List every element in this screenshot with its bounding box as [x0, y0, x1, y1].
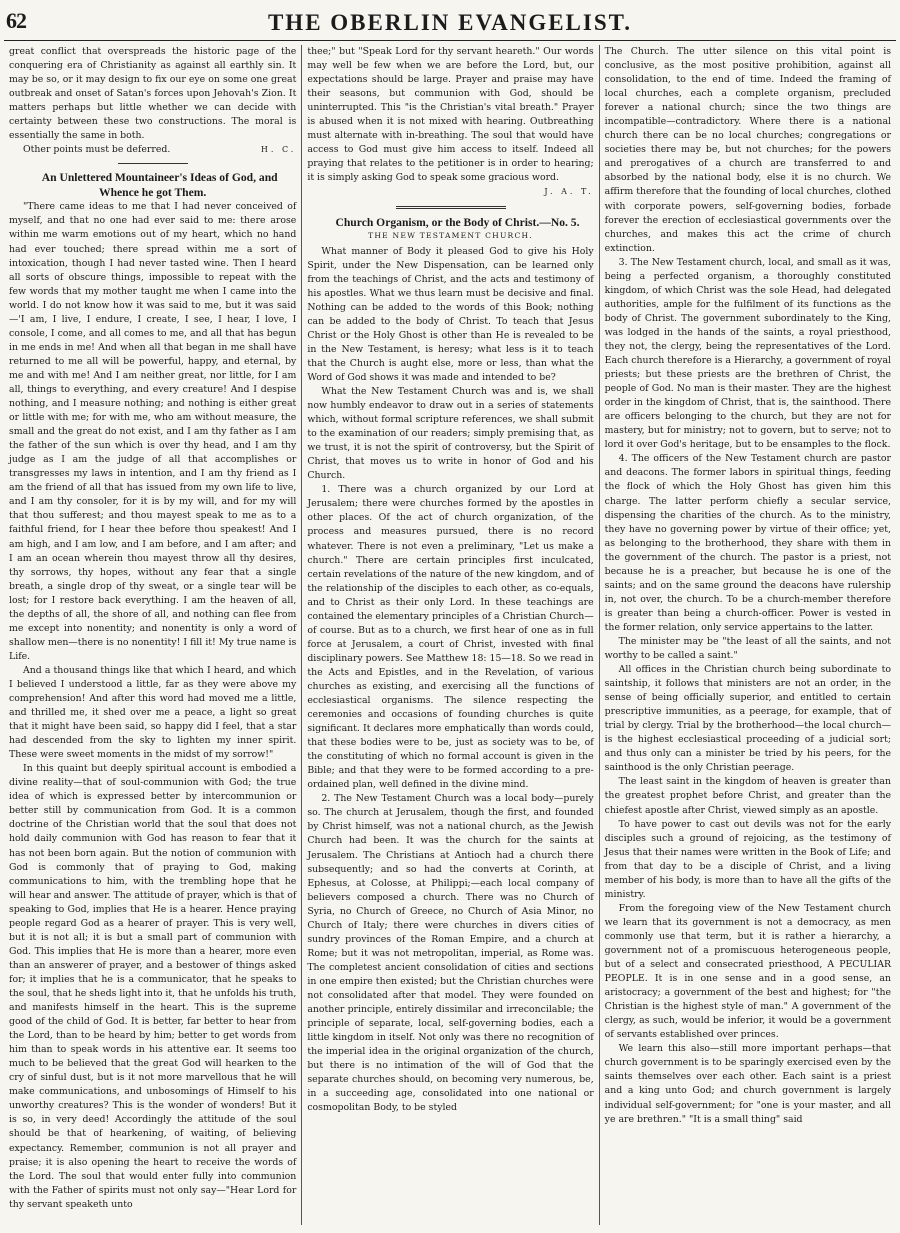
column-3: [599, 45, 896, 1225]
paragraph: What the New Testament Church was and is, we shall now humbly endeavor to draw out in a series of statements which, without formal scripture references, we shall submit to the examination of our readers; simply premising that, as we trust, it is not the spirit of controversy, but the Spirit of Christ, that moves us to write in honor of God and his Church.: [307, 385, 594, 482]
paragraph: We learn this also—still more important perhaps—that church government is to be sparingly exercised even by the saints themselves over each other. Each saint is a priest and a king unto God; and church government is largely individual self-government; for "one is your master, and all ye are brethren." "It is a small thing" said: [604, 1043, 892, 1125]
divider: [118, 163, 188, 164]
paragraph: To have power to cast out devils was not for the early disciples such a ground of rejoicing, as the testimony of Jesus that their names were written in the Book of Life; and from that day to be a disciple of Christ, and a living member of his body, is more than to have all the gifts of the ministry.: [604, 818, 892, 900]
page-number: 62: [6, 8, 26, 33]
paragraph: The Church. The utter silence on this vital point is conclusive, as the most positive prohibition, against all consolidation, to the end of time. Indeed the framing of local churches, each a complete organism, precluded forever a national church; since the two things are incompatible—contradictory. Where there is a national church there can be no local churches; congregations or societies there may be, but not churches; for the powers and prerogatives of a church are transferred to and absorbed by the national body, else it is no church. We affirm therefore that the founding of local churches, clothed with corporate powers, self-governing bodies, forbade forever the erection of ecclesiastical governments over the churches, and makes this act the crime of church extinction.: [604, 46, 892, 254]
paragraph: From the foregoing view of the New Testament church we learn that its government is not a democracy, as men commonly use that term, but it is rather a hierarchy, a government not of a promiscuous heterogeneous people, but of a select and consecrated priesthood, A PECULIAR PEOPLE. It is in one sense and in a good sense, an aristocracy; a government of the best and highest; for "the Christian is the highest style of man." A government of the clergy, as such, would be inferior, it would be a government of servants established over princes.: [604, 902, 892, 1041]
divider: [396, 206, 506, 209]
text-columns: [4, 45, 896, 1225]
paragraph-text: Other points must be deferred.: [23, 144, 171, 156]
author-signature: H. C.: [260, 145, 297, 155]
paragraph: "There came ideas to me that I had never conceived of myself, and that no one had ever said to me: there arose within me warm emotions out of my heart, which no hand had ever touched; there spread within me a sort of intoxication, though I had never tasted wine. Then I heard all sorts of obscure things, impossible to repeat with the few words that my mother taught me when I came into the world. I do not know how it was said to me, but it was said—'I am, I live, I endure, I create, I see, I hear, I love, I console, I come, and all comes to me, and all that has begun in me ends in me! And when all that began in me shall have returned to me all will be powerful, happy, and eternal, by me and with me! And I am neither great, nor little, for I am all, things to everything, and every creature! And I despise nothing, and I measure nothing; and nothing is either great or little with me; for with me, who am without measure, the small and the great do not exist, and I am thy father as I am the father of the sun which is over thy head, and I am thy judge as I am the judge of all that accomplishes or transgresses my laws in intention, and I am thy friend as I am the friend of all that has issued from my own life to live, and I am thy consoler, for it is by my will, and for my will that thou sufferest; and thou mayest speak to me as to a faithful friend, for I hear thee before thou speakest! And I am high, and I am low, and I am before, and I am after; and I am an ocean wherein thou mayest throw all thy desires, thy sorrows, thy hopes, without any fear that a single breath, a single drop of thy sweat, or a single tear will be lost; for I restore back everything. I am the heaven of all, the depths of all, the shore of all, and nothing can flee from me except into nonentity; and nonentity is only a word of shallow men—there is no nonentity! I fill it! My true name is Life.: [9, 201, 297, 662]
paragraph: [9, 143, 296, 157]
paragraph: The minister may be "the least of all the saints, and not worthy to be called a saint.": [604, 635, 892, 662]
column-1: [4, 45, 301, 1225]
paragraph: thee;" but "Speak Lord for thy servant heareth." Our words may well be few when we are before the Lord, but, our expectations should be large. Prayer and praise may have their seasons, but communion with God, should be uninterrupted. This "is the Christian's vital breath." Prayer is abused when it is not mixed with hearing. Outbreathing must alternate with in-breathing. The soul that would have access to God must give him access to itself. Indeed all praying that relates to the petitioner is in order to hearing; it is simply asking God to speak some gracious word.: [307, 46, 594, 184]
masthead-title: THE OBERLIN EVANGELIST.: [267, 10, 633, 35]
page-header: [4, 6, 896, 41]
paragraph: In this quaint but deeply spiritual account is embodied a divine reality—that of soul-communion with God; the true idea of which is expressed better by intercommunion or better still by communication from God. It is a common doctrine of the Christian world that the soul that does not hold daily communion with God has reason to fear that it has not been born again. But the notion of communion with God is commonly that of praying to God, making communications to him, with the trembling hope that he will hear and answer. The attitude of prayer, which is that of speaking to God, implies that He is a hearer. Hence praying people regard God as a hearer of prayer. This is very well, but it is not all; it is but a small part of communion with God. This implies that He is more than a hearer, more even than an answerer of prayer, and a bestower of things asked for; it implies that he is a communicator, that he speaks to the soul, that he sheds light into it, that he unfolds his truth, and manifests himself in the heart. This is the supreme good of the child of God. It is better, far better to hear from the Lord, than to be heard by him; better to get words from him than to speak words in his attentive ear. It seems too much to be believed that the great God will hearken to the cry of sinful dust, but is it not more marvellous that he will make communications, and unbosomings of Himself to his unworthy creatures? This is the wonder of wonders! But it is so, in very deed! Accordingly the attitude of the soul should be that of hearkening, of waiting, of believing expectancy. Remember, communion is not all prayer and praise; it is also opening the heart to receive the words of the Lord. The soul that would enter fully into communion with the Father of spirits must not only say—"Hear Lord for thy servant speaketh unto: [9, 763, 297, 1210]
paragraph: All offices in the Christian church being subordinate to saintship, it follows that ministers are not an order, in the sense of being officially superior, and entitled to certain prescriptive immunities, as a peerage, for example, that of trial by clergy. Trial by the brotherhood—the local church—is the highest ecclesiastical proceeding of a judicial sort; and thus only can a minister be tried by his peers, for the sainthood is the only Christian peerage.: [604, 664, 892, 774]
author-signature: J. A. T.: [544, 187, 594, 197]
paragraph: 1. There was a church organized by our Lord at Jerusalem; there were churches formed by the apostles in other places. Of the act of church organization, of the process and measures pursued, there is no record whatever. There is not even a preliminary, "Let us make a church." There are certain principles first inculcated, certain revelations of the nature of the new kingdom, and of the relationship of the disciples to each other, as co-equals, and to Christ as their only Lord. In these teachings are contained the elementary principles of a Christian Church—of course. But as to a church, we first hear of one as in full force at Jerusalem, a court of Christ, invested with final disciplinary powers. See Matthew 18: 15—18. So we read in the Acts and Epistles, and in the Revelation, of various churches as existing, and exercising all the functions of ecclesiastical organisms. The silence respecting the ceremonies and occasions of founding churches is quite significant. It declares more emphatically than words could, that these bodies were to be, just as society was to be, of the constituting of which no formal account is given in the Bible; and that they were to be formed according to a pre-ordained plan, well defined in the divine mind.: [307, 484, 594, 791]
article-subtitle: THE NEW TESTAMENT CHURCH.: [368, 230, 533, 240]
paragraph: 3. The New Testament church, local, and small as it was, being a perfected organism, a thoroughly constituted kingdom, of which Christ was the sole Head, had delegated authorities, ample for the fulfilment of its functions as the body of Christ. The government subordinately to the King, was lodged in the hands of the saints, a royal priesthood, they not, the clergy, being the representatives of the Lord. Each church therefore is a Hierarchy, a government of royal priests; but these priests are the brethren of Christ, the people of God. No man is their master. They are the highest order in the kingdom of Christ, that is, the sainthood. There are officers belonging to the church, but they are not for mastery, but for ministry; not to govern, but to serve; not to lord it over God's heritage, but to be ensamples to the flock.: [604, 256, 892, 451]
paragraph: great conflict that overspreads the historic page of the conquering era of Christianity as against all earthly sin. It may be so, or it may design to fix our eye on some one great outbreak and onset of Satan's forces upon Jehovah's Zion. It matters perhaps but little whether we can decide with certainty between these two constructions. The moral is essentially the same in both.: [9, 46, 297, 142]
article-title: Church Organism, or the Body of Christ.—No. 5.: [335, 215, 580, 229]
paragraph: And a thousand things like that which I heard, and which I believed I understood a little, far as they were above my comprehension! And after this word had moved me a little, and thrilled me, it shed over me a peace, a light so great that it might have been said, so happy did I feel, that a star had descended from the sky to lighten my inner spirit. These were sweet moments in the midst of my sorrow!": [9, 664, 297, 761]
paragraph: What manner of Body it pleased God to give his Holy Spirit, under the New Dispensation, can be learned only from the teachings of Christ, and the acts and testimony of his apostles. What we thus learn must be decisive and final. Nothing can be added to the words of this Book; nothing can be added to the body of Christ. To teach that Jesus Christ or the Holy Ghost is other than He is revealed to be in the New Testament, is heresy; what less is it to teach that the Church is aught else, more or less, than what the Word of God shows it was made and intended to be?: [307, 245, 594, 383]
paragraph: 4. The officers of the New Testament church are pastor and deacons. The former labors in spiritual things, feeding the flock of which the Holy Ghost has given him this charge. The latter perform chiefly a secular service, dispensing the charities of the church. As to the ministry, they have no governing power by virtue of their office; yet, as belonging to the brotherhood, they share with them in the government of the church. The pastor is a priest, not because he is a preacher, but because he is one of the saints; and on the same ground the deacons have rulership in, not over, the church. To be a church-member therefore is greater than being a church-officer. Power is vested in the former relation, only service appertains to the latter.: [604, 453, 892, 633]
paragraph: The least saint in the kingdom of heaven is greater than the greatest prophet before Christ, and greater than the chiefest apostle after Christ, viewed simply as an apostle.: [604, 776, 892, 816]
paragraph: 2. The New Testament Church was a local body—purely so. The church at Jerusalem, though the first, and founded by Christ himself, was not a national church, as the Jewish Church had been. It was the church for the saints at Jerusalem. The Christians at Antioch had a church there subsequently; and so had the converts at Corinth, at Ephesus, at Colosse, at Philippi;—each local company of believers composed a church. There was no Church of Syria, no Church of Greece, no Church of Asia Minor, no Church of Italy; there were churches in divers cities of sundry provinces of the Roman Empire, and a church at Rome; but it was not metropolitan, imperial, as Rome was. The completest ancient consolidation of cities and sections in one empire then existed; but the Christian churches were not consolidated after that model. They were founded on another principle, entirely dissimilar and irreconcilable; the principle of separate, local, self-governing bodies, each a little kingdom in itself. Not only was there no recognition of the imperial idea in the original organization of the church, but there is no intimation of the will of God that the separate churches should, on becoming very numerous, be, in a succeeding age, consolidated into one national or cosmopolitan Body, to be styled: [307, 793, 594, 1114]
column-2: [301, 45, 598, 1225]
article-title: An Unlettered Mountaineer's Ideas of God, and Whence he got Them.: [41, 171, 278, 200]
